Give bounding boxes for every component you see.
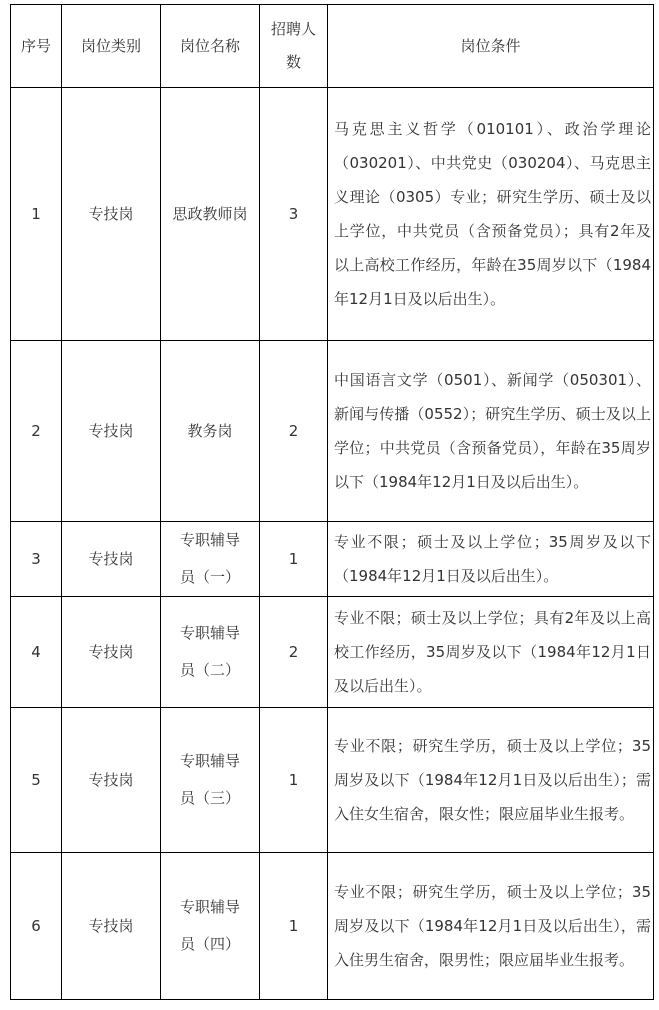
header-row <box>11 5 654 88</box>
cell-count: 1 <box>260 853 328 1000</box>
cell-seq: 1 <box>11 88 62 341</box>
cell-conditions: 中国语言文学（0501）、新闻学（050301）、新闻与传播（0552）；研究生学历、硕士及以上学位；中共党员（含预备党员），年龄在35周岁以下（1984年12月1日及以后出生）。 <box>328 341 654 522</box>
header-seq: 序号 <box>11 5 62 88</box>
cell-seq: 2 <box>11 341 62 522</box>
cell-conditions: 专业不限；研究生学历，硕士及以上学位；35周岁及以下（1984年12月1日及以后出生），需入住男生宿舍，限男性；限应届毕业生报考。 <box>328 853 654 1000</box>
cell-category: 专技岗 <box>62 522 161 597</box>
cell-count: 1 <box>260 522 328 597</box>
table-row <box>11 88 654 341</box>
cell-name: 专职辅导员（二） <box>161 597 260 708</box>
cell-category: 专技岗 <box>62 88 161 341</box>
cell-name: 专职辅导员（三） <box>161 708 260 853</box>
cell-name: 专职辅导员（四） <box>161 853 260 1000</box>
header-count: 招聘人数 <box>260 5 328 88</box>
cell-seq: 4 <box>11 597 62 708</box>
cell-name: 教务岗 <box>161 341 260 522</box>
cell-seq: 3 <box>11 522 62 597</box>
table-row <box>11 853 654 1000</box>
cell-name: 思政教师岗 <box>161 88 260 341</box>
cell-category: 专技岗 <box>62 853 161 1000</box>
cell-conditions: 专业不限；硕士及以上学位；35周岁及以下（1984年12月1日及以后出生）。 <box>328 522 654 597</box>
cell-conditions: 专业不限；研究生学历，硕士及以上学位；35周岁及以下（1984年12月1日及以后出生）；需入住女生宿舍，限女性；限应届毕业生报考。 <box>328 708 654 853</box>
cell-category: 专技岗 <box>62 708 161 853</box>
cell-seq: 6 <box>11 853 62 1000</box>
cell-count: 3 <box>260 88 328 341</box>
cell-seq: 5 <box>11 708 62 853</box>
header-name: 岗位名称 <box>161 5 260 88</box>
header-conditions: 岗位条件 <box>328 5 654 88</box>
cell-name: 专职辅导员（一） <box>161 522 260 597</box>
cell-count: 1 <box>260 708 328 853</box>
recruitment-table <box>10 4 654 1000</box>
cell-category: 专技岗 <box>62 341 161 522</box>
cell-count: 2 <box>260 341 328 522</box>
cell-count: 2 <box>260 597 328 708</box>
table-row <box>11 708 654 853</box>
cell-conditions: 专业不限；硕士及以上学位；具有2年及以上高校工作经历，35周岁及以下（1984年12月1日及以后出生）。 <box>328 597 654 708</box>
header-category: 岗位类别 <box>62 5 161 88</box>
table-row <box>11 341 654 522</box>
table-row <box>11 522 654 597</box>
table-row <box>11 597 654 708</box>
cell-conditions: 马克思主义哲学（010101）、政治学理论（030201）、中共党史（030204）、马克思主义理论（0305）专业；研究生学历、硕士及以上学位，中共党员（含预备党员）；具有2年及以上高校工作经历，年龄在35周岁以下（1984年12月1日及以后出生）。 <box>328 88 654 341</box>
cell-category: 专技岗 <box>62 597 161 708</box>
